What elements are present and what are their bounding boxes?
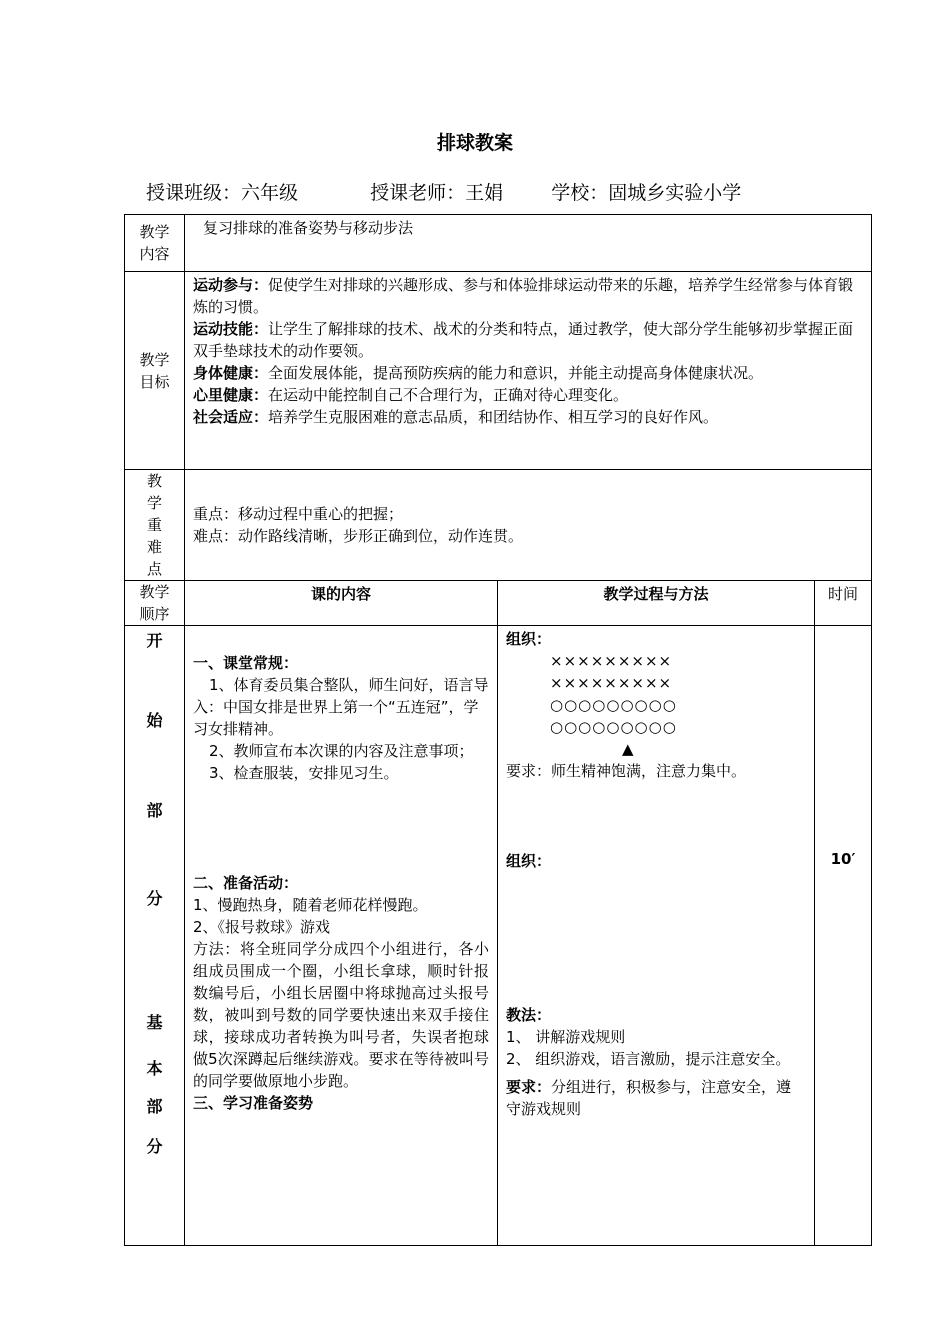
formation-row: ××××××××× [550,674,673,692]
doc-title: 排球教案 [436,132,513,154]
order-char: 本 [146,1059,163,1078]
goal-item: 运动参与：促使学生对排球的兴趣形成、参与和体验排球运动带来的乐趣，培养学生经常参与体育锻炼的习惯。 [193,276,854,316]
requirement-text: 要求：师生精神饱满，注意力集中。 [506,762,747,780]
content-paragraph: 2、《报号救球》游戏 [193,918,331,936]
content-paragraph: 1、体育委员集合整队，师生问好，语言导入：中国女排是世界上第一个“五连冠”，学习女排精神。 [193,676,489,738]
key-focus: 重点：移动过程中重心的把握； [193,505,404,523]
org-label: 组织： [506,852,552,870]
order-char: 基 [146,1013,163,1032]
goal-item: 运动技能：让学生了解排球的技术、战术的分类和特点，通过教学，使大部分学生能够初步掌握正面双手垫球技术的动作要领。 [193,320,854,360]
main-content-cell [185,626,498,1246]
keypoints-label: 教学重难点 [146,472,162,578]
goal-item: 心里健康：在运动中能控制自己不合理行为，正确对待心理变化。 [193,386,629,404]
keypoints-label-cell [125,470,185,581]
goals-cell [185,272,872,470]
order-cell [125,626,185,1246]
time-header: 时间 [815,581,872,626]
method-item: 1、 讲解游戏规则 [506,1028,626,1046]
key-difficulty: 难点：动作路线清晰，步形正确到位，动作连贯。 [193,527,524,545]
formation-row: ○○○○○○○○○ [550,718,677,736]
content-paragraph: 3、检查服装，安排见习生。 [209,764,399,782]
requirement-text: 要求：分组进行，积极参与，注意安全，遵守游戏规则 [506,1078,792,1118]
goals-label-cell [125,272,185,470]
time-cell [815,626,872,1246]
order-char: 分 [146,889,163,908]
section-title: 一、课堂常规： [193,654,299,672]
formation-row: ○○○○○○○○○ [550,696,677,714]
section-title: 三、学习准备姿势 [193,1094,314,1112]
org-label: 组织： [506,630,552,648]
content-paragraph: 1、慢跑热身，随着老师花样慢跑。 [193,896,428,914]
content-paragraph: 2、教师宣布本次课的内容及注意事项； [209,742,474,760]
goal-item: 社会适应：培养学生克服困难的意志品质，和团结协作、相互学习的良好作风。 [193,408,719,426]
content-header: 课的内容 [185,581,498,626]
order-char: 部 [146,801,163,820]
lesson-plan-table [124,214,872,1246]
class-label: 授课班级：六年级 [146,182,299,204]
method-title: 教法： [506,1006,552,1024]
keypoints-cell [185,470,872,581]
time-value: 10′ [830,850,856,868]
formation-row: ××××××××× [550,652,673,670]
goal-item: 身体健康：全面发展体能，提高预防疾病的能力和意识，并能主动提高身体健康状况。 [193,364,764,382]
method-item: 2、 组织游戏，语言激励，提示注意安全。 [506,1050,791,1068]
content-label-cell [125,215,185,272]
teacher-triangle-icon: ▲ [622,740,634,758]
order-char: 开 [146,631,163,650]
order-char: 分 [146,1137,163,1156]
order-header: 教学顺序 [125,581,185,626]
school-label: 学校：固城乡实验小学 [551,182,742,204]
content-paragraph: 方法：将全班同学分成四个小组进行，各小组成员围成一个圈，小组长拿球，顺时针报数编号后，小组长居圈中将球抛高过头报号数，被叫到号数的同学要快速出来双手接住球，接球成功者转换为叫号者，失误者抱球做5次深蹲起后继续游戏。要求在等待被叫号的同学要做原地小步跑。 [193,940,489,1090]
content-cell [185,215,872,272]
teacher-label: 授课老师：王娟 [370,182,504,204]
doc-header [146,178,741,205]
goals-label: 教学目标 [139,350,170,391]
content-label: 教学内容 [139,223,170,263]
section-title: 二、准备活动： [193,874,299,892]
main-process-cell [498,626,815,1246]
order-char: 始 [146,711,163,730]
order-char: 部 [146,1097,163,1116]
process-header: 教学过程与方法 [498,581,815,626]
content-text: 复习排球的准备姿势与移动步法 [203,219,414,237]
